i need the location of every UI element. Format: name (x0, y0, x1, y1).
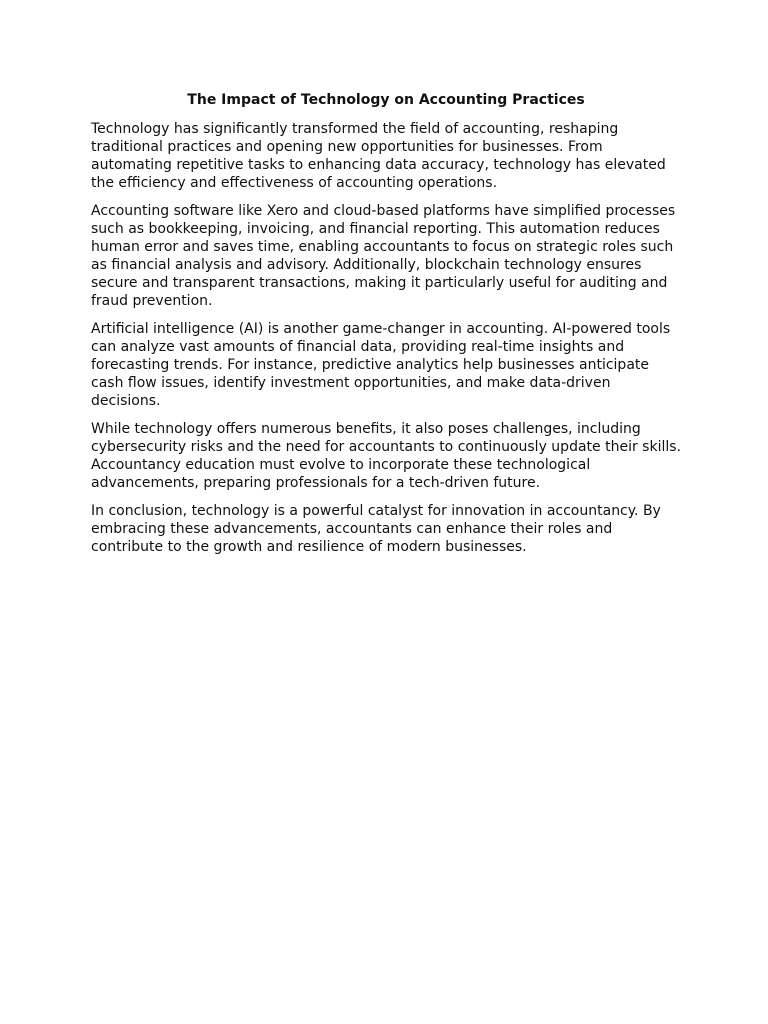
paragraph-conclusion: In conclusion, technology is a powerful catalyst for innovation in accountancy. By embracing these advancements, accountants can enhance their roles and contribute to the growth and resilience of modern businesses. (91, 503, 661, 555)
paragraph-accounting-software: Accounting software like Xero and cloud-based platforms have simplified processes such as bookkeeping, invoicing, and financial reporting. This automation reduces human error and saves time, enabling accountants to focus on strategic roles such as financial analysis and advisory. Additionally, blockchain technology ensures secure and transparent transactions, making it particularly useful for auditing and fraud prevention. (91, 203, 676, 309)
document-body (91, 91, 681, 566)
paragraph-introduction: Technology has significantly transformed the field of accounting, reshaping traditional practices and opening new opportunities for businesses. From automating repetitive tasks to enhancing data accuracy, technology has elevated the efficiency and effectiveness of accounting operations. (91, 121, 666, 191)
paragraph-artificial-intelligence: Artificial intelligence (AI) is another game-changer in accounting. AI-powered tools can analyze vast amounts of financial data, providing real-time insights and forecasting trends. For instance, predictive analytics help businesses anticipate cash flow issues, identify investment opportunities, and make data-driven decisions. (91, 321, 671, 409)
paragraph-challenges: While technology offers numerous benefits, it also poses challenges, including cybersecurity risks and the need for accountants to continuously update their skills. Accountancy education must evolve to incorporate these technological advancements, preparing professionals for a tech-driven future. (91, 421, 681, 491)
document-title: The Impact of Technology on Accounting Practices (187, 92, 585, 108)
